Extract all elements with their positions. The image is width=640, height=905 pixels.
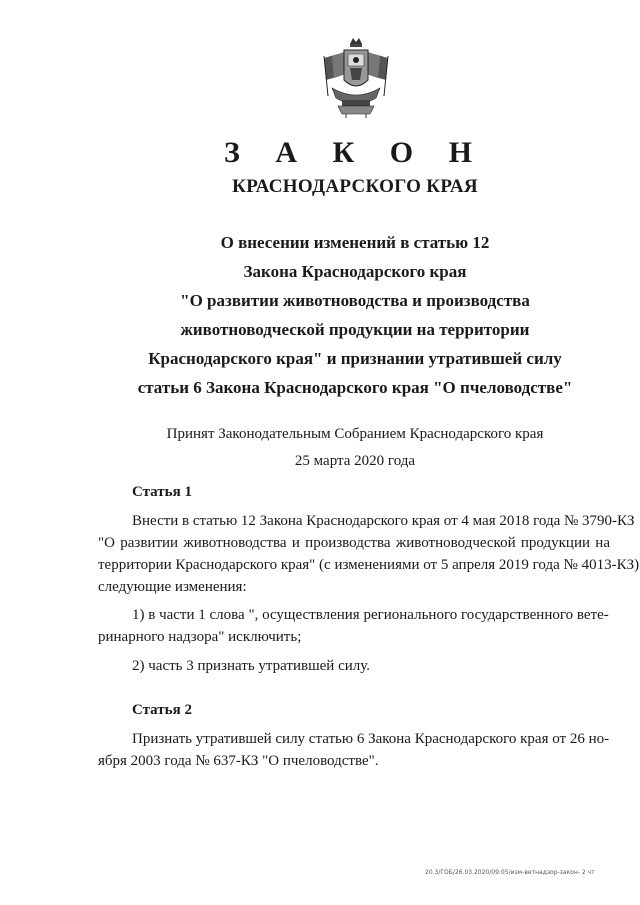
adoption-date: 25 марта 2020 года — [294, 453, 416, 469]
heading-line: статьи 6 Закона Краснодарского края "О пчеловодстве" — [137, 378, 573, 397]
adoption-line: Принят Законодательным Собранием Краснодарского края — [166, 426, 544, 442]
article-2-title: Статья 2 — [132, 702, 192, 718]
coat-of-arms-icon — [318, 36, 394, 120]
heading-line: Краснодарского края" и признании утратившей силу — [148, 349, 562, 368]
heading-line: О внесении изменений в статью 12 — [220, 233, 490, 252]
article-1-intro — [98, 510, 640, 598]
article-2-line: ября 2003 года № 637-КЗ "О пчеловодстве". — [98, 753, 379, 769]
article-1-line: Внести в статью 12 Закона Краснодарского края от 4 мая 2018 года № 3790-КЗ — [132, 513, 635, 529]
article-1-line: следующие изменения: — [98, 579, 247, 595]
adoption-note — [100, 421, 610, 475]
article-1-line: 2) часть 3 признать утратившей силу. — [132, 658, 371, 674]
law-title: З А К О Н — [224, 136, 486, 169]
law-heading — [100, 228, 610, 402]
article-1-line: "О развитии животноводства и производства животноводческой продукции на — [98, 535, 610, 551]
article-1-line: территории Краснодарского края" (с изменениями от 5 апреля 2019 года № 4013-КЗ) — [98, 557, 640, 573]
heading-line: животноводческой продукции на территории — [180, 320, 530, 339]
region-title: КРАСНОДАРСКОГО КРАЯ — [232, 176, 478, 197]
article-2-body — [98, 728, 610, 772]
heading-line: "О развитии животноводства и производства — [180, 291, 530, 310]
article-1-item-2 — [98, 655, 610, 677]
article-1-line: 1) в части 1 слова ", осуществления регионального государственного вете- — [132, 607, 609, 623]
footer-note: 20.3/ГОБ/26.03.2020/09:05/изм-ветнадзор-закон- 2 чт — [425, 869, 595, 876]
article-1-title: Статья 1 — [132, 484, 192, 500]
article-1-item-1 — [98, 604, 610, 648]
heading-line: Закона Краснодарского края — [243, 262, 467, 281]
article-1-line: ринарного надзора" исключить; — [98, 629, 302, 645]
article-2-line: Признать утратившей силу статью 6 Закона Краснодарского края от 26 но- — [132, 731, 610, 747]
